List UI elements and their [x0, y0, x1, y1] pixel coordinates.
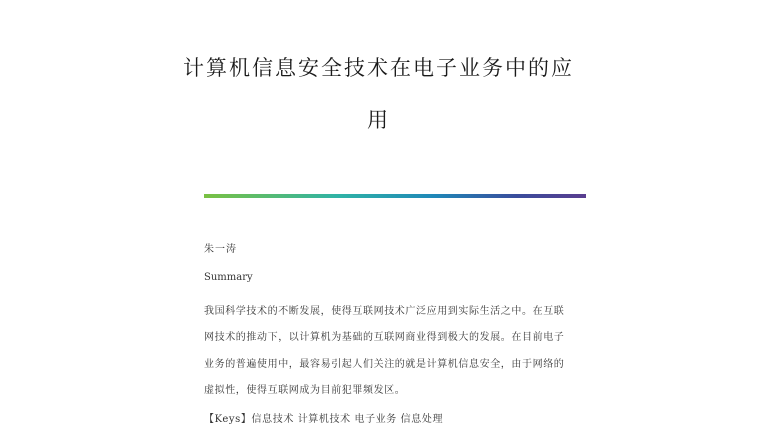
summary-line-2: 网技术的推动下，以计算机为基础的互联网商业得到极大的发展。在目前电子: [204, 332, 565, 343]
summary-heading: Summary: [204, 272, 253, 283]
summary-line-3: 业务的普遍使用中，最容易引起人们关注的就是计算机信息安全，由于网络的: [204, 359, 565, 370]
keywords-text: 信息技术 计算机技术 电子业务 信息处理: [251, 414, 444, 425]
summary-line-4: 虚拟性，使得互联网成为目前犯罪频发区。: [204, 385, 406, 396]
keywords-line: [204, 410, 443, 425]
document-title-line-1: 计算机信息安全技术在电子业务中的应: [183, 56, 574, 80]
author-name: 朱一涛: [204, 244, 237, 255]
keys-label: 【Keys】: [204, 414, 252, 425]
summary-line-1: 我国科学技术的不断发展，使得互联网技术广泛应用到实际生活之中。在互联: [204, 306, 565, 317]
gradient-divider: [204, 194, 586, 198]
document-title-line-2: 用: [367, 108, 390, 132]
